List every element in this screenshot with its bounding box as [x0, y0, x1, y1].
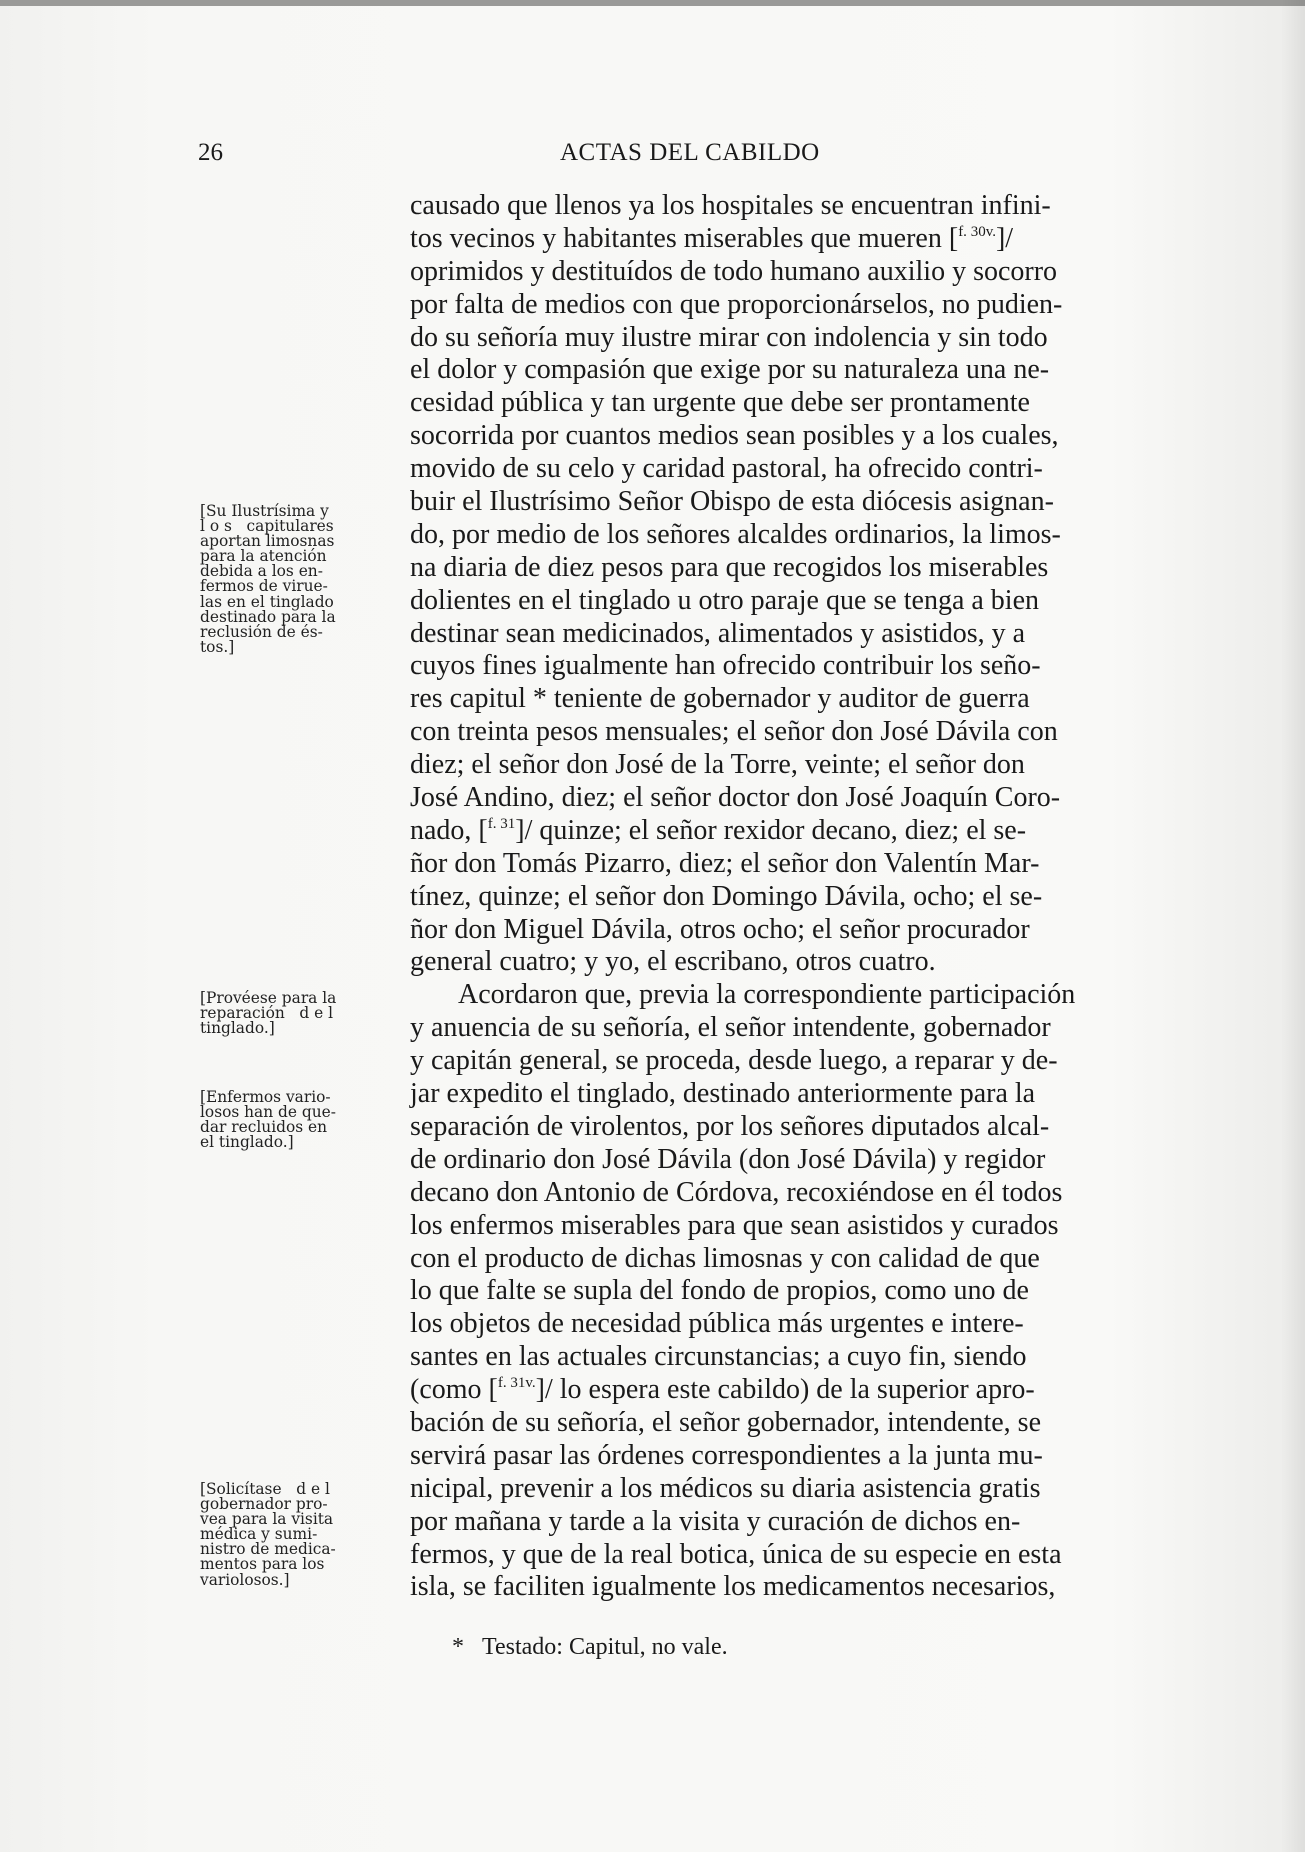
- margin-note-line: reparación d e l: [200, 1004, 334, 1023]
- page-edge-shadow: [1281, 0, 1305, 1852]
- margin-note-line: variolosos.]: [200, 1570, 290, 1589]
- text-line: y capitán general, se proceda, desde luego, a reparar y de-: [410, 1045, 1058, 1077]
- text-line: causado que llenos ya los hospitales se encuentran infini-: [410, 190, 1051, 221]
- margin-note-line: l o s capitulares: [200, 517, 334, 536]
- text-line: cesidad pública y tan urgente que debe ser prontamente: [410, 387, 1030, 419]
- text-line: cuyos fines igualmente han ofrecido contribuir los seño-: [410, 650, 1041, 682]
- margin-note-line: gobernador pro-: [200, 1495, 328, 1514]
- margin-note-line: reclusión de és-: [200, 622, 323, 641]
- margin-note-line: mentos para los: [200, 1555, 325, 1574]
- text-line: destinar sean medicinados, alimentados y asistidos, y a: [410, 617, 1026, 649]
- margin-note-enfermos: [200, 1090, 382, 1150]
- text-line: jar expedito el tinglado, destinado anteriormente para la: [410, 1078, 1036, 1110]
- text-line: ñor don Tomás Pizarro, diez; el señor don Valentín Mar-: [410, 847, 1040, 879]
- text-line: oprimidos y destituídos de todo humano auxilio y socorro: [410, 255, 1058, 287]
- page-number: 26: [198, 139, 223, 166]
- text-line: y anuencia de su señoría, el señor intendente, gobernador: [410, 1012, 1051, 1044]
- text-line: con el producto de dichas limosnas y con calidad de que: [410, 1242, 1040, 1274]
- margin-note-line: destinado para la: [200, 607, 336, 626]
- text-line: ñor don Miguel Dávila, otros ocho; el señor procurador: [410, 913, 1030, 945]
- text-line: general cuatro; y yo, el escribano, otros cuatro.: [410, 946, 936, 978]
- margin-note-line: para la atención: [200, 547, 327, 566]
- folio-ref-31: f. 31: [487, 815, 516, 832]
- margin-note-line: vea para la visita: [200, 1510, 334, 1529]
- margin-note-line: tinglado.]: [200, 1019, 275, 1038]
- text-line: tínez, quinze; el señor don Domingo Dávila, ocho; el se-: [410, 880, 1043, 912]
- footnote-text: Testado: Capitul, no vale.: [482, 1634, 728, 1660]
- text-line: dolientes en el tinglado u otro paraje que se tenga a bien: [410, 584, 1040, 616]
- margin-note-line: losos han de que-: [200, 1103, 336, 1122]
- text-line: buir el Ilustrísimo Señor Obispo de esta diócesis asignan-: [410, 486, 1054, 518]
- text-line: José Andino, diez; el señor doctor don José Joaquín Coro-: [410, 782, 1061, 814]
- text-line: servirá pasar las órdenes correspondientes a la junta mu-: [410, 1439, 1043, 1471]
- text-line: por mañana y tarde a la visita y curación de dichos en-: [410, 1505, 1021, 1537]
- text-line: con treinta pesos mensuales; el señor don José Dávila con: [410, 716, 1058, 748]
- margin-note-line: el tinglado.]: [200, 1133, 294, 1152]
- text-line: tos vecinos y habitantes miserables que mueren [$^{f. 30v.}$]/: [410, 222, 1014, 254]
- margin-note-solicitase: [200, 1482, 382, 1588]
- footnote: [452, 1632, 728, 1662]
- text-line: bación de su señoría, el señor gobernador, intendente, se: [410, 1406, 1041, 1438]
- text-line: por falta de medios con que proporcionárselos, no pudien-: [410, 288, 1063, 320]
- margin-note-limosnas: [200, 504, 382, 655]
- text-line: los objetos de necesidad pública más urgentes e intere-: [410, 1308, 1024, 1340]
- text-line: nado, [$^{f. 31}$]/ quinze; el señor rexidor decano, diez; el se-: [410, 814, 1027, 846]
- margin-note-line: las en el tinglado: [200, 592, 334, 611]
- margin-note-line: fermos de virue-: [200, 577, 328, 596]
- text-line: separación de virolentos, por los señores diputados alcal-: [410, 1110, 1050, 1142]
- text-line: na diaria de diez pesos para que recogidos los miserables: [410, 551, 1049, 583]
- body-text: [410, 190, 1180, 1604]
- margin-note-line: [Enfermos vario-: [200, 1088, 331, 1106]
- running-head: ACTAS DEL CABILDO: [560, 139, 820, 166]
- folio-ref-31v: f. 31v.: [497, 1375, 536, 1392]
- text-line: los enfermos miserables para que sean asistidos y curados: [410, 1209, 1059, 1241]
- margin-note-line: [Solicítase d e l: [200, 1480, 330, 1498]
- text-line: res capitul * teniente de gobernador y auditor de guerra: [410, 683, 1030, 715]
- margin-note-line: dar recluidos en: [200, 1118, 328, 1137]
- text-line: do, por medio de los señores alcaldes ordinarios, la limos-: [410, 518, 1061, 550]
- margin-note-line: debida a los en-: [200, 562, 323, 581]
- text-line: santes en las actuales circunstancias; a cuyo fin, siendo: [410, 1341, 1027, 1373]
- text-line: (como [$^{f. 31v.}$]/ lo espera este cabildo) de la superior apro-: [410, 1374, 1035, 1406]
- margin-note-line: médica y sumi-: [200, 1525, 318, 1544]
- folio-ref-30v: f. 30v.: [958, 223, 996, 240]
- paragraph-start-line: Acordaron que, previa la correspondiente participación: [458, 979, 1076, 1011]
- margin-note-line: nistro de medica-: [200, 1540, 336, 1559]
- text-line: fermos, y que de la real botica, única de su especie en esta: [410, 1538, 1062, 1570]
- text-line: decano don Antonio de Córdova, recoxiéndose en él todos: [410, 1176, 1063, 1208]
- margin-note-line: tos.]: [200, 637, 235, 656]
- margin-note-line: [Su Ilustrísima y: [200, 502, 329, 520]
- text-line: el dolor y compasión que exige por su naturaleza una ne-: [410, 354, 1050, 386]
- text-line: isla, se faciliten igualmente los medicamentos necesarios,: [410, 1571, 1056, 1603]
- footnote-mark: *: [452, 1634, 464, 1660]
- text-line: lo que falte se supla del fondo de propios, como uno de: [410, 1275, 1029, 1307]
- text-line: diez; el señor don José de la Torre, veinte; el señor don: [410, 749, 1025, 781]
- text-line: movido de su celo y caridad pastoral, ha ofrecido contri-: [410, 453, 1043, 485]
- text-line: nicipal, prevenir a los médicos su diaria asistencia gratis: [410, 1472, 1041, 1504]
- text-line: de ordinario don José Dávila (don José Dávila) y regidor: [410, 1143, 1046, 1175]
- text-line: do su señoría muy ilustre mirar con indolencia y sin todo: [410, 321, 1048, 353]
- text-line: socorrida por cuantos medios sean posibles y a los cuales,: [410, 420, 1059, 452]
- top-edge-rule: [0, 0, 1305, 6]
- margin-note-line: [Provéese para la: [200, 989, 337, 1007]
- margin-note-reparacion: [200, 991, 382, 1036]
- margin-note-line: aportan limosnas: [200, 532, 335, 551]
